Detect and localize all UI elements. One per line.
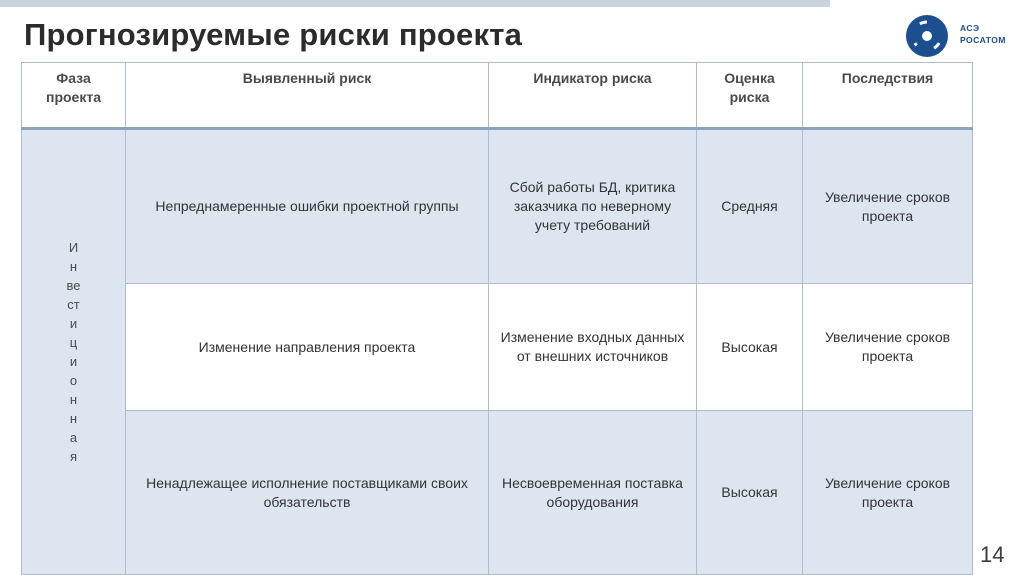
header-risk: Выявленный риск (126, 63, 489, 129)
phase-label: Инвестиционная (66, 240, 81, 464)
rosatom-logo (904, 13, 1014, 59)
risk-cell: Непреднамеренные ошибки проектной группы (126, 129, 489, 284)
logo-wordmark (960, 22, 1006, 46)
header-consequences: Последствия (803, 63, 973, 129)
header-phase: Фаза проекта (22, 63, 126, 129)
logo-line-2: РОСАТОМ (960, 35, 1006, 45)
table-row (22, 411, 973, 575)
indicator-cell: Сбой работы БД, критика заказчика по неверному учету требований (489, 129, 697, 284)
assessment-cell: Средняя (697, 129, 803, 284)
risk-table (21, 62, 973, 575)
page-title: Прогнозируемые риски проекта (24, 17, 523, 52)
table-row (22, 129, 973, 284)
consequences-cell: Увеличение сроков проекта (803, 129, 973, 284)
assessment-cell: Высокая (697, 411, 803, 575)
header-indicator: Индикатор риска (489, 63, 697, 129)
indicator-cell: Изменение входных данных от внешних источников (489, 284, 697, 411)
consequences-cell: Увеличение сроков проекта (803, 284, 973, 411)
consequences-cell: Увеличение сроков проекта (803, 411, 973, 575)
header-assessment: Оценка риска (697, 63, 803, 129)
assessment-cell: Высокая (697, 284, 803, 411)
table-header-row (22, 63, 973, 129)
risk-cell: Изменение направления проекта (126, 284, 489, 411)
risk-cell: Ненадлежащее исполнение поставщиками своих обязательств (126, 411, 489, 575)
page-number: 14 (980, 542, 1005, 567)
logo-line-1: АСЭ (960, 23, 980, 33)
phase-cell (22, 129, 126, 575)
top-accent-bar (0, 0, 830, 7)
indicator-cell: Несвоевременная поставка оборудования (489, 411, 697, 575)
table-row (22, 284, 973, 411)
rosatom-logo-icon (904, 13, 950, 59)
